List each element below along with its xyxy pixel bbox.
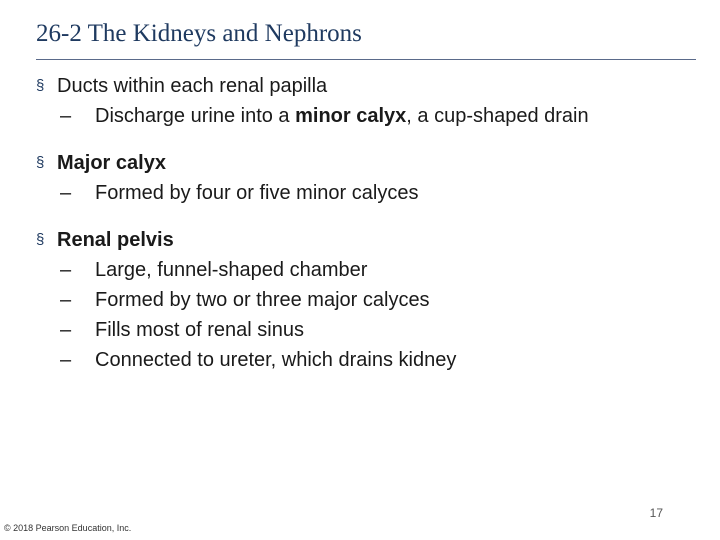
bullet-major-calyx [36, 148, 676, 208]
bullet-marker-icon: § [36, 231, 45, 248]
sub-bullet-text: Fills most of renal sinus [95, 319, 304, 341]
bullet-line [36, 225, 676, 255]
sub-text-term: minor calyx [295, 105, 407, 127]
bullet-text: Renal pelvis [57, 229, 174, 251]
sub-bullet-text: Formed by four or five minor calyces [95, 182, 419, 204]
sub-bullet [36, 345, 676, 375]
bullet-text: Major calyx [57, 152, 166, 174]
page-number: 17 [649, 506, 663, 520]
dash-marker-icon: – [60, 259, 72, 281]
page-title: 26-2 The Kidneys and Nephrons [36, 20, 362, 47]
bullet-marker-icon: § [36, 77, 45, 94]
slide-body [36, 71, 676, 375]
bullet-line [36, 148, 676, 178]
sub-bullet-text: Formed by two or three major calyces [95, 289, 430, 311]
dash-marker-icon: – [60, 319, 72, 341]
sub-bullet [36, 315, 676, 345]
bullet-renal-pelvis [36, 225, 676, 375]
dash-marker-icon: – [60, 349, 72, 371]
sub-bullet [36, 178, 676, 208]
bullet-ducts [36, 71, 676, 131]
bullet-line [36, 71, 676, 101]
sub-text-post: , a cup-shaped drain [406, 105, 589, 127]
dash-marker-icon: – [60, 182, 72, 204]
title-divider [36, 59, 696, 60]
bullet-marker-icon: § [36, 154, 45, 171]
sub-bullet [36, 285, 676, 315]
sub-bullet-text [95, 105, 589, 127]
sub-bullet-text: Connected to ureter, which drains kidney [95, 349, 457, 371]
bullet-text: Ducts within each renal papilla [57, 75, 328, 97]
sub-text-pre: Discharge urine into a [95, 105, 296, 127]
sub-bullet-text: Large, funnel-shaped chamber [95, 259, 368, 281]
dash-marker-icon: – [60, 105, 72, 127]
sub-bullet [36, 255, 676, 285]
copyright-notice: © 2018 Pearson Education, Inc. [4, 523, 132, 533]
dash-marker-icon: – [60, 289, 72, 311]
sub-bullet [36, 101, 676, 131]
